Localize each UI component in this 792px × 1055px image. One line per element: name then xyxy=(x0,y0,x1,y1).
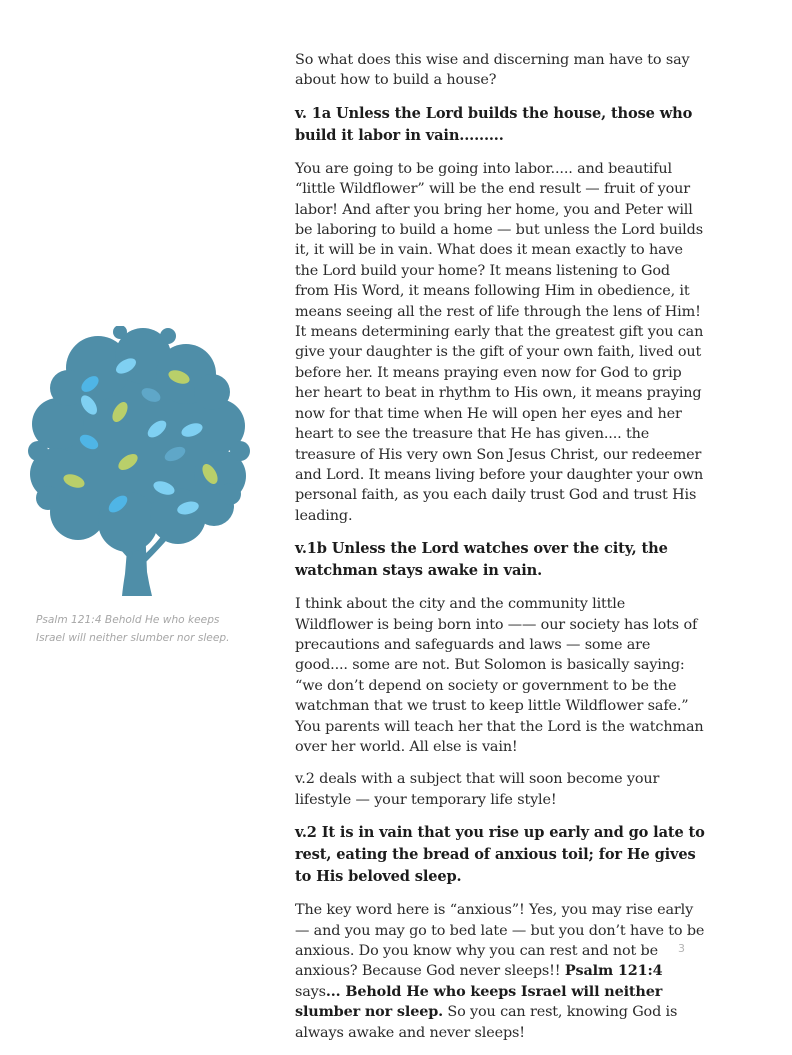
caption-line-2: Israel will neither slumber nor sleep. xyxy=(36,632,230,644)
tree-canopy xyxy=(28,326,250,552)
main-text-column xyxy=(295,50,707,1055)
intro-paragraph: So what does this wise and discerning man have to say about how to build a house? xyxy=(295,52,690,89)
paragraph-anxious-text-2: says xyxy=(295,983,326,1000)
paragraph-watchman: I think about the city and the community little Wildflower is being born into —— our society has lots of precautions and safeguards and laws — some are good.... some are not. But Solomon is basically saying: “we don’t depend on society or government to be the watchman that we trust to keep little Wildflower safe.” You parents will teach her that the Lord is the watchman over her world. All else is vain! xyxy=(295,596,704,755)
psalm-reference: Psalm 121:4 xyxy=(564,962,663,980)
tree-caption xyxy=(36,611,276,647)
page-number: 3 xyxy=(678,942,685,955)
verse-heading-1a: v. 1a Unless the Lord builds the house, those who build it labor in vain......... xyxy=(295,104,693,144)
paragraph-builds-house: You are going to be going into labor..... and beautiful “little Wildflower” will be the end result — fruit of your labor! And after you bring her home, you and Peter will be laboring to build a home — but unless the Lord builds it, it will be in vain. What does it mean exactly to have the Lord build your home? It means listening to God from His Word, it means following Him in obedience, it means seeing all the rest of life through the lens of Him! It means determining early that the greatest gift you can give your daughter is the gift of your own faith, lived out before her. It means praying even now for God to grip her heart to beat in rhythm to His own, it means praying now for that time when He will open her eyes and her heart to see the treasure that He has given.... the treasure of His very own Son Jesus Christ, our redeemer and Lord. It means living before your daughter your own personal faith, as you each daily trust God and trust His leading. xyxy=(295,160,704,524)
tree-illustration xyxy=(28,326,250,598)
paragraph-anxious-text-1: The key word here is “anxious”! Yes, you may rise early — and you may go to bed late — but you don’t have to be anxious. Do you know why you can rest and not be anxious? Because God never sleeps!! xyxy=(295,902,705,980)
paragraph-lifestyle: v.2 deals with a subject that will soon become your lifestyle — your temporary life style! xyxy=(295,771,660,808)
caption-line-1: Psalm 121:4 Behold He who keeps xyxy=(36,614,220,626)
verse-heading-2: v.2 It is in vain that you rise up early and go late to rest, eating the bread of anxious toil; for He gives to His beloved sleep. xyxy=(295,824,705,886)
paragraph-anxious-text-3: So you can rest, knowing God is always awake and never sleeps! xyxy=(295,1004,678,1041)
verse-heading-1b: v.1b Unless the Lord watches over the city, the watchman stays awake in vain. xyxy=(295,540,668,580)
paragraph-anxious xyxy=(295,900,707,1043)
psalm-quote: ... Behold He who keeps Israel will neither slumber nor sleep. xyxy=(295,982,663,1021)
